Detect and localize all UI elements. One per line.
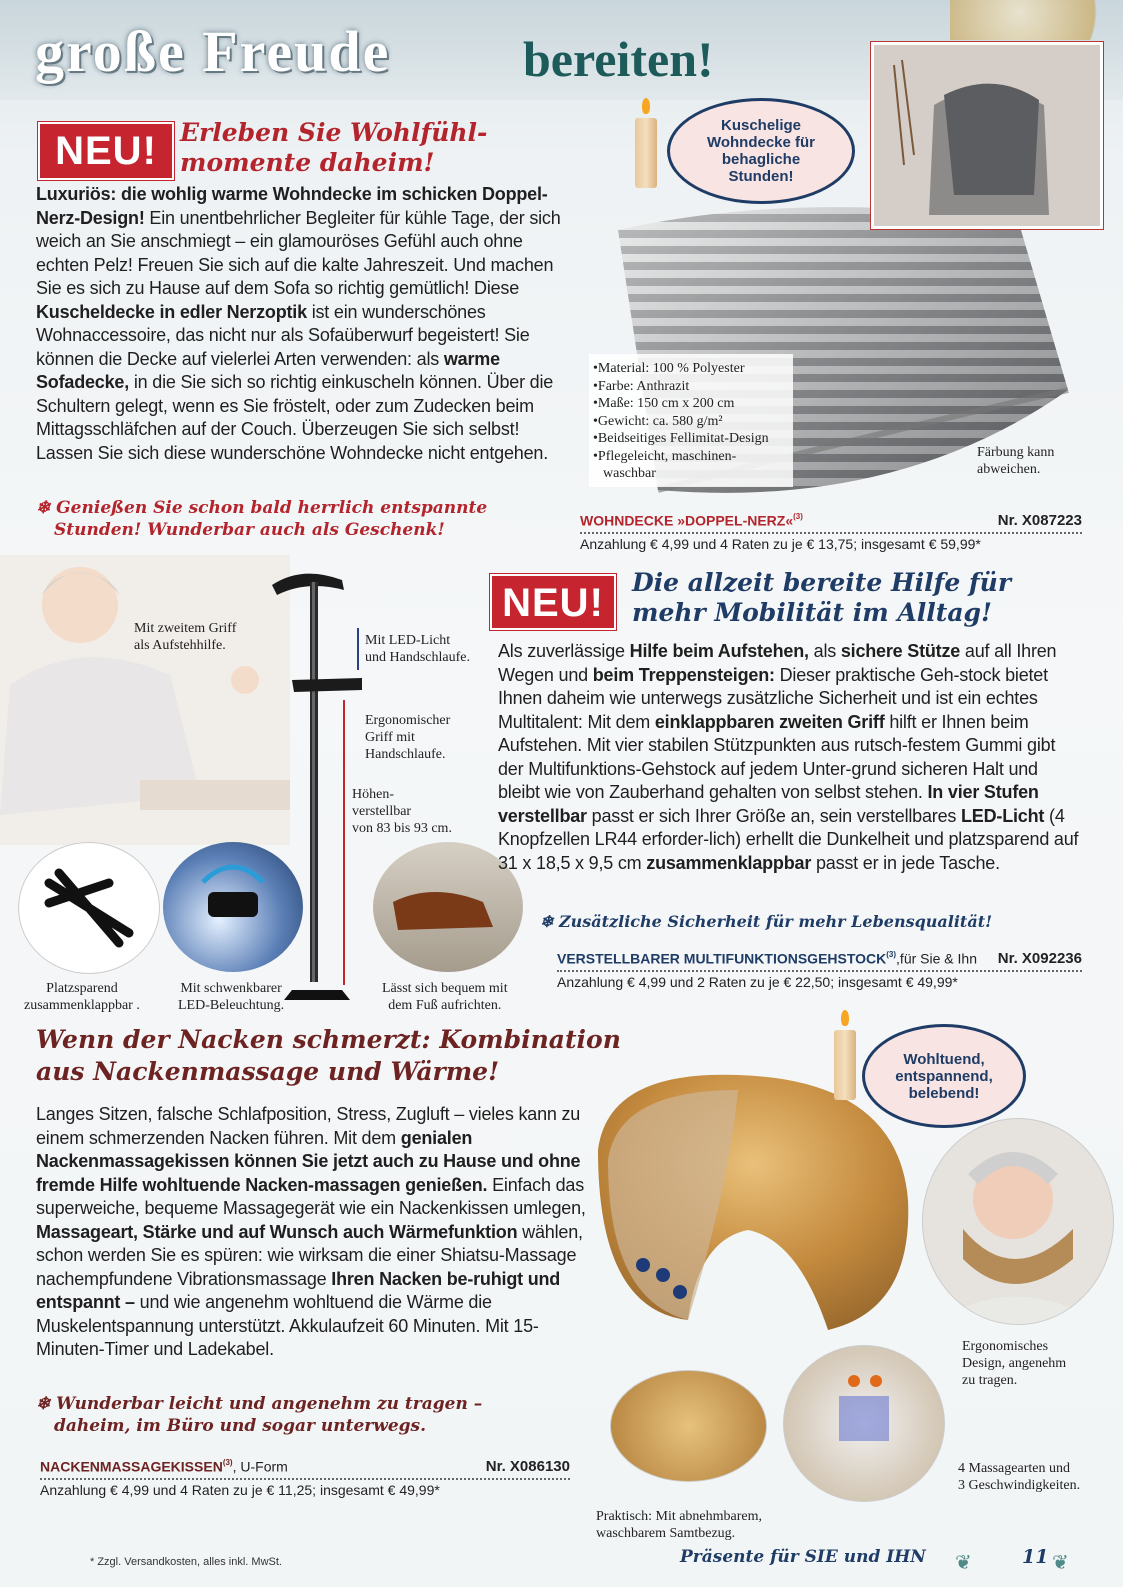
header-title-b: bereiten!	[523, 31, 714, 87]
height-arrow	[343, 700, 345, 985]
price-line: Anzahlung € 4,99 und 4 Raten zu je € 13,75; insgesamt € 59,99*	[580, 536, 981, 553]
caption-ergonomic: Ergonomisches Design, angenehm zu tragen.	[962, 1339, 1067, 1388]
ornament-top-right	[950, 0, 1123, 40]
caption-second-grip: Mit zweitem Griff als Aufstehhilfe.	[134, 621, 237, 653]
caption-foldable: Platzsparend zusammenklappbar .	[24, 981, 140, 1013]
cane-tagline: ❄ Zusätzliche Sicherheit für mehr Lebensqualität!	[540, 912, 993, 931]
neu-badge-cane: NEU!	[490, 574, 616, 630]
armchair-photo	[871, 42, 1103, 229]
caption-height: Höhen- verstellbar von 83 bis 93 cm.	[352, 787, 452, 836]
neck-tagline: ❄ Wunderbar leicht und angenehm zu tragen – daheim, im Büro und sogar unterwegs.	[36, 1394, 483, 1436]
blanket-tagline: ❄ Genießen Sie schon bald herrlich entspannte Stunden! Wunderbar auch als Geschenk!	[36, 498, 488, 540]
candle-decoration	[832, 1010, 858, 1100]
blanket-headline: Erleben Sie Wohlfühl- momente daheim!	[180, 118, 488, 177]
order-number: Nr. X086130	[485, 1458, 570, 1476]
caption-modes: 4 Massagearten und 3 Geschwindigkeiten.	[958, 1461, 1081, 1493]
candle-decoration	[633, 98, 659, 188]
blanket-order: WOHNDECKE »DOPPEL-NERZ«$^{(3)}$ Nr. X087223 Anzahlung € 4,99 und 4 Raten zu je € 13,75; insgesamt € 59,99*	[580, 512, 1082, 553]
woman-photo	[0, 555, 290, 845]
section-label: Präsente für SIE und IHN	[680, 1547, 926, 1567]
header-title-a: große Freude	[35, 19, 391, 84]
page-number: 11	[1022, 1546, 1049, 1568]
neck-bubble: Wohltuend, entspannend, belebend!	[862, 1024, 1026, 1128]
footnote: * Zzgl. Versandkosten, alles inkl. MwSt.	[90, 1556, 282, 1568]
order-number: Nr. X092236	[997, 950, 1082, 968]
neck-order: NACKENMASSAGEKISSEN$^{(3)}$, U-Form Nr. X086130 Anzahlung € 4,99 und 4 Raten zu je € 11,25; insgesamt € 49,99*	[40, 1458, 570, 1499]
ornament-footer: ❦	[1052, 1552, 1069, 1574]
caption-foot: Lässt sich bequem mit dem Fuß aufrichten.	[382, 981, 508, 1013]
product-name: VERSTELLBARER MULTIFUNKTIONSGEHSTOCK	[557, 950, 887, 967]
product-name: WOHNDECKE »DOPPEL-NERZ«	[580, 512, 794, 529]
pillow-cover-photo	[610, 1370, 767, 1482]
order-number: Nr. X087223	[997, 512, 1082, 530]
ornament-footer: ❦	[955, 1552, 972, 1574]
neu-badge: NEU!	[38, 122, 174, 180]
massage-modes-photo	[783, 1345, 945, 1502]
caption-led-strap: Mit LED-Licht und Handschlaufe.	[365, 633, 470, 665]
color-note: Färbung kann abweichen.	[977, 445, 1055, 477]
price-line: Anzahlung € 4,99 und 2 Raten zu je € 22,50; insgesamt € 49,99*	[557, 974, 958, 991]
cane-headline: Die allzeit bereite Hilfe für mehr Mobilität im Alltag!	[632, 568, 1012, 627]
caption-ergo-grip: Ergonomischer Griff mit Handschlaufe.	[365, 713, 451, 762]
blanket-description: Luxuriös: die wohlig warme Wohndecke im schicken Doppel-Nerz-Design! Ein unentbehrlicher Begleiter für kühle Tage, der sich weich an Sie anschmiegt – ein glamouröses Gefühl auch ohne echten Pelz! Freuen Sie sich auf die kalte Jahreszeit. Und machen Sie es sich zu Hause auf dem Sofa so richtig gemütlich! Diese Kuscheldecke in edler Nerzoptik ist ein wunderschönes Wohnaccessoire, das nicht nur als Sofaüberwurf begeistert! Sie können die Decke auf vielerlei Arten verwenden: als warme Sofadecke, in die Sie sich so richtig einkuscheln können. Über die Schultern gelegt, wenn es Sie fröstelt, oder zum Zudecken beim Mittagsschläfchen auf der Couch. Überzeugen Sie sich selbst! Lassen Sie sich diese wunderschöne Wohndecke nicht entgehen.	[36, 184, 561, 463]
caption-swivel-led: Mit schwenkbarer LED-Beleuchtung.	[178, 981, 285, 1013]
price-line: Anzahlung € 4,99 und 4 Raten zu je € 11,25; insgesamt € 49,99*	[40, 1482, 440, 1499]
cane-order: VERSTELLBARER MULTIFUNKTIONSGEHSTOCK$^{(3)}$,für Sie & Ihn Nr. X092236 Anzahlung € 4,99 und 2 Raten zu je € 22,50; insgesamt € 49,99*	[557, 950, 1082, 991]
man-photo	[922, 1118, 1114, 1325]
led-cane-photo	[163, 842, 303, 972]
blanket-bubble: Kuschelige Wohndecke für behagliche Stunden!	[667, 98, 855, 204]
neck-description: Langes Sitzen, falsche Schlafposition, Stress, Zugluft – vieles kann zu einem schmerzenden Nacken führen. Mit dem genialen Nackenmassagekissen können Sie jetzt auch zu Hause und ohne fremde Hilfe wohltuende Nacken-massagen genießen. Einfach das superweiche, bequeme Massagegerät wie ein Nackenkissen umlegen, Massageart, Stärke und auf Wunsch auch Wärmefunktion wählen, schon werden Sie es spüren: wie wirksam die einer Shiatsu-Massage nachempfundene Vibrationsmassage Ihren Nacken be-ruhigt und entspannt – und wie angenehm wohltuend die Wärme die Muskelentspannung unterstützt. Akkulaufzeit 60 Minuten. Mit 15-Minuten-Timer und Ladekabel.	[36, 1104, 586, 1359]
folded-cane-photo	[18, 842, 160, 974]
led-callout-line	[357, 628, 359, 670]
cane-description: Als zuverlässige Hilfe beim Aufstehen, als sichere Stütze auf all Ihren Wegen und beim Treppensteigen: Dieser praktische Geh-stock bietet Ihnen daheim wie unterwegs zusätzliche Sicherheit und ist ein echtes Multitalent: Mit dem einklappbaren zweiten Griff hilft er Ihnen beim Aufstehen. Mit vier stabilen Stützpunkten aus rutsch-festem Gummi gibt der Multifunktions-Gehstock auf jedem Unter-grund sicheren Halt und bleibt wie von Zauberhand gehalten von selbst stehen. In vier Stufen verstellbar passt er sich Ihrer Größe an, sein verstellbares LED-Licht (4 Knopfzellen LR44 erforder-lich) erhellt die Dunkelheit und platzsparend auf 31 x 18,5 x 9,5 cm zusammenklappbar passt er in jede Tasche.	[498, 641, 1079, 873]
product-name: NACKENMASSAGEKISSEN	[40, 1458, 223, 1475]
neck-headline: Wenn der Nacken schmerzt: Kombination aus Nackenmassage und Wärme!	[36, 1025, 621, 1086]
caption-cover: Praktisch: Mit abnehmbarem, waschbarem Samtbezug.	[596, 1509, 763, 1541]
blanket-specs: • Material: 100 % Polyester • Farbe: Anthrazit • Maße: 150 cm x 200 cm • Gewicht: ca. 580 g/m² • Beidseitiges Fellimitat-Design • Pflegeleicht, maschinen- waschbar	[589, 354, 793, 487]
